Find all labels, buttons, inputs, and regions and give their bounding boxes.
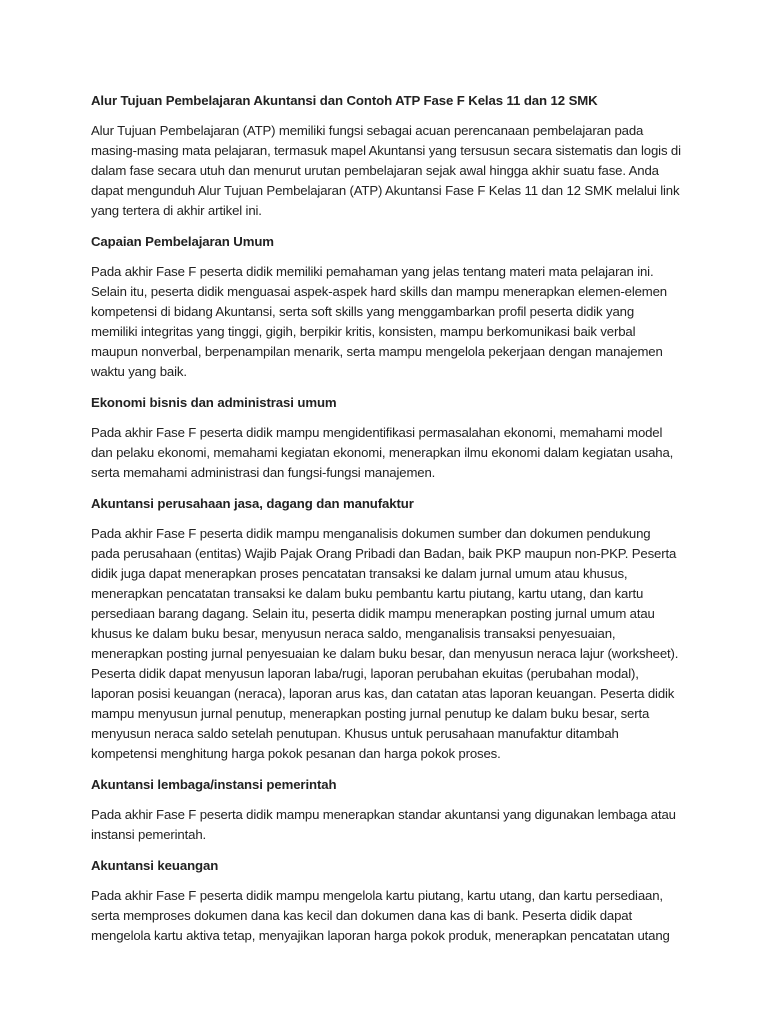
intro-paragraph: Alur Tujuan Pembelajaran (ATP) memiliki fungsi sebagai acuan perencanaan pembelajaran pada masing-masing mata pelajaran, termasuk mapel Akuntansi yang tersusun secara sistematis dan logis di dalam fase secara utuh dan menurut urutan pembelajaran sejak awal hingga akhir suatu fase. Anda dapat mengunduh Alur Tujuan Pembelajaran (ATP) Akuntansi Fase F Kelas 11 dan 12 SMK melalui link yang tertera di akhir artikel ini. [91, 123, 681, 218]
section-heading-akuntansi-pemerintah: Akuntansi lembaga/instansi pemerintah [91, 777, 337, 792]
section-body-akuntansi-perusahaan: Pada akhir Fase F peserta didik mampu menganalisis dokumen sumber dan dokumen pendukung pada perusahaan (entitas) Wajib Pajak Orang Pribadi dan Badan, baik PKP maupun non-PKP. Peserta didik juga dapat menerapkan proses pencatatan transaksi ke dalam jurnal umum atau khusus, menerapkan pencatatan transaksi ke dalam buku pembantu kartu piutang, kartu utang, dan kartu persediaan barang dagang. Selain itu, peserta didik mampu menerapkan posting jurnal umum atau khusus ke dalam buku besar, menyusun neraca saldo, menganalisis transaksi penyesuaian, menerapkan posting jurnal penyesuaian ke dalam buku besar, dan menyusun neraca lajur (worksheet). Peserta didik dapat menyusun laporan laba/rugi, laporan perubahan ekuitas (perubahan modal), laporan posisi keuangan (neraca), laporan arus kas, dan catatan atas laporan keuangan. Peserta didik mampu menyusun jurnal penutup, menerapkan posting jurnal penutup ke dalam buku besar, serta menyusun neraca saldo setelah penutupan. Khusus untuk perusahaan manufaktur ditambah kompetensi menghitung harga pokok pesanan dan harga pokok proses. [91, 526, 679, 761]
section-heading-akuntansi-perusahaan: Akuntansi perusahaan jasa, dagang dan manufaktur [91, 496, 414, 511]
section-body-capaian-pembelajaran-umum: Pada akhir Fase F peserta didik memiliki pemahaman yang jelas tentang materi mata pelajaran ini. Selain itu, peserta didik menguasai aspek-aspek hard skills dan mampu menerapkan elemen-elemen kompetensi di bidang Akuntansi, serta soft skills yang menggambarkan profil peserta didik yang memiliki integritas yang tinggi, gigih, berpikir kritis, konsisten, mampu berkomunikasi baik verbal maupun nonverbal, berpenampilan menarik, serta mampu mengelola pekerjaan dengan manajemen waktu yang baik. [91, 264, 667, 379]
document-page [91, 91, 681, 957]
section-heading-ekonomi-bisnis: Ekonomi bisnis dan administrasi umum [91, 395, 337, 410]
section-heading-akuntansi-keuangan: Akuntansi keuangan [91, 858, 219, 873]
section-heading-capaian-pembelajaran-umum: Capaian Pembelajaran Umum [91, 234, 274, 249]
section-body-akuntansi-keuangan: Pada akhir Fase F peserta didik mampu mengelola kartu piutang, kartu utang, dan kartu persediaan, serta memproses dokumen dana kas kecil dan dokumen dana kas di bank. Peserta didik dapat mengelola kartu aktiva tetap, menyajikan laporan harga pokok produk, menerapkan pencatatan utang [91, 888, 670, 943]
section-body-ekonomi-bisnis: Pada akhir Fase F peserta didik mampu mengidentifikasi permasalahan ekonomi, memahami model dan pelaku ekonomi, memahami kegiatan ekonomi, menerapkan ilmu ekonomi dalam kegiatan usaha, serta memahami administrasi dan fungsi-fungsi manajemen. [91, 425, 674, 480]
document-title: Alur Tujuan Pembelajaran Akuntansi dan Contoh ATP Fase F Kelas 11 dan 12 SMK [91, 93, 598, 108]
section-body-akuntansi-pemerintah: Pada akhir Fase F peserta didik mampu menerapkan standar akuntansi yang digunakan lembaga atau instansi pemerintah. [91, 807, 676, 842]
